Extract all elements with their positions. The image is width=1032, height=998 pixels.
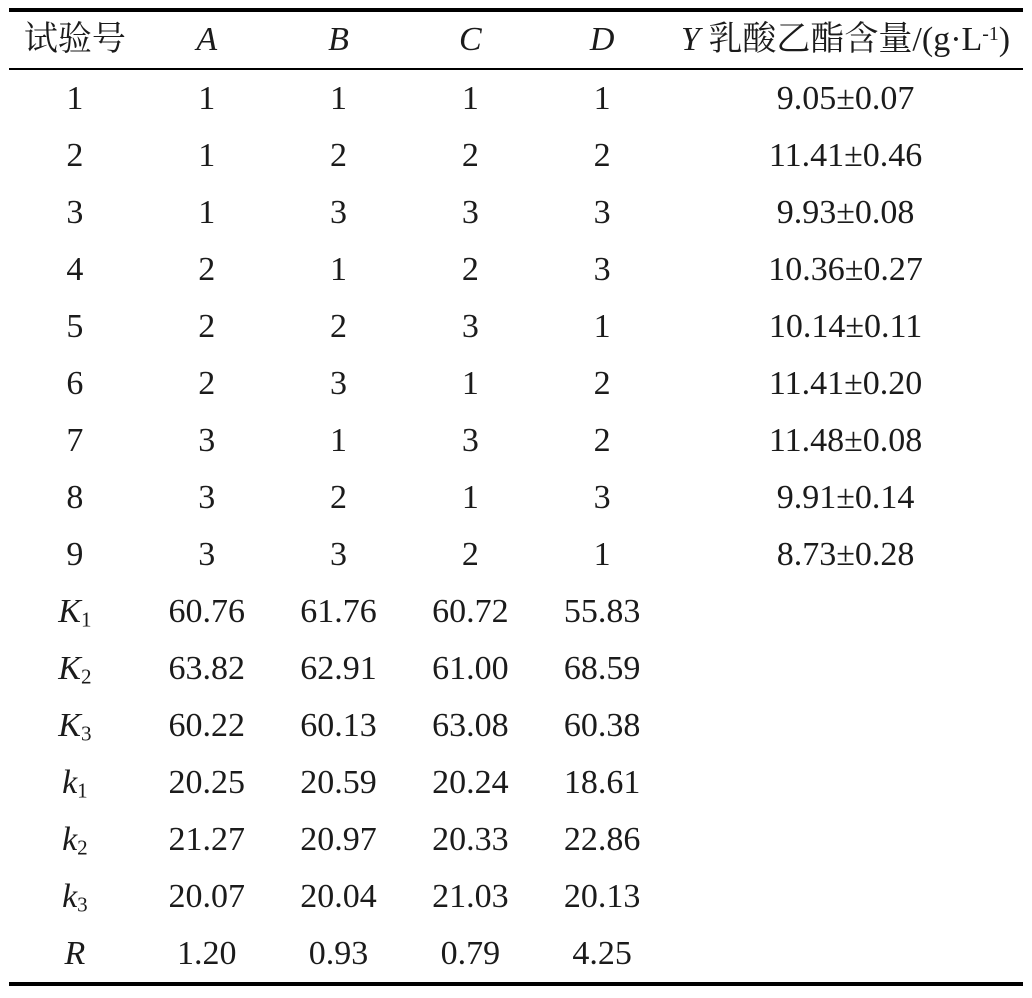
level-cell: 1 [330, 421, 348, 459]
stat-value-cell: 20.04 [300, 877, 377, 915]
level-cell: 2 [593, 364, 611, 402]
stat-value-cell: 1.20 [176, 934, 237, 972]
stat-value-cell: 60.38 [563, 706, 641, 744]
stat-value-cell: 20.59 [300, 763, 377, 801]
level-cell: 1 [198, 193, 216, 231]
result-value-cell: 10.36±0.27 [768, 250, 923, 288]
stat-value-cell: 20.07 [168, 877, 245, 915]
level-cell: 2 [330, 478, 348, 516]
level-cell: 3 [330, 364, 348, 402]
col-header-factor-d: D [536, 10, 668, 69]
stat-value-cell: 61.00 [432, 649, 509, 687]
level-cell: 2 [593, 136, 611, 174]
level-cell: 1 [198, 136, 216, 174]
result-unit-close: ) [998, 21, 1011, 58]
empty-result-cell [668, 697, 1023, 754]
col-header-run-no: 试验号 [9, 10, 141, 69]
stat-row [9, 925, 1023, 984]
stat-value-cell: 22.86 [563, 820, 641, 858]
stat-symbol: k [62, 820, 78, 858]
result-value-cell: 11.41±0.20 [768, 364, 923, 402]
stat-label-cell [9, 640, 141, 697]
stat-value-cell: 4.25 [572, 934, 632, 972]
level-cell: 1 [593, 79, 611, 117]
level-cell: 2 [461, 136, 479, 174]
run-number-cell: 7 [66, 421, 84, 459]
stat-symbol: k [62, 763, 78, 801]
stat-label-cell [9, 925, 141, 984]
level-cell: 3 [461, 421, 479, 459]
stat-value-cell: 20.25 [168, 763, 245, 801]
stat-symbol: R [64, 934, 86, 972]
run-row [9, 241, 1023, 298]
run-row [9, 526, 1023, 583]
stat-value-cell: 63.82 [168, 649, 245, 687]
stat-row [9, 811, 1023, 868]
level-cell: 3 [198, 535, 216, 573]
stat-value-cell: 61.76 [300, 592, 377, 630]
level-cell: 3 [461, 307, 479, 345]
stat-row [9, 754, 1023, 811]
run-row [9, 184, 1023, 241]
level-cell: 1 [461, 79, 479, 117]
result-unit-exponent: -1 [982, 23, 999, 46]
run-row [9, 469, 1023, 526]
stat-value-cell: 0.93 [308, 934, 369, 972]
level-cell: 1 [461, 478, 479, 516]
level-cell: 1 [461, 364, 479, 402]
result-value-cell: 9.93±0.08 [776, 193, 915, 231]
run-number-cell: 6 [66, 364, 84, 402]
result-value-cell: 10.14±0.11 [768, 307, 923, 345]
run-row [9, 298, 1023, 355]
empty-result-cell [668, 583, 1023, 640]
stat-row [9, 583, 1023, 640]
empty-result-cell [668, 754, 1023, 811]
level-cell: 2 [198, 364, 216, 402]
result-symbol: Y [681, 21, 700, 58]
level-cell: 1 [593, 535, 611, 573]
run-row [9, 127, 1023, 184]
stat-subscript: 1 [80, 607, 92, 632]
header-row [9, 10, 1023, 69]
stat-subscript: 2 [77, 835, 88, 860]
stat-value-cell: 60.22 [168, 706, 245, 744]
stat-symbol: K [58, 649, 81, 687]
level-cell: 3 [330, 535, 348, 573]
level-cell: 2 [593, 421, 611, 459]
col-header-result [668, 10, 1023, 69]
stat-value-cell: 20.13 [563, 877, 641, 915]
stat-label-cell [9, 868, 141, 925]
stat-value-cell: 21.27 [168, 820, 245, 858]
run-number-cell: 9 [66, 535, 84, 573]
stat-symbol: K [58, 706, 81, 744]
level-cell: 2 [461, 250, 479, 288]
run-number-cell: 3 [66, 193, 84, 231]
result-name: 乳酸乙酯含量/(g·L [699, 21, 983, 58]
level-cell: 3 [593, 478, 611, 516]
empty-result-cell [668, 640, 1023, 697]
stat-value-cell: 68.59 [563, 649, 641, 687]
level-cell: 1 [330, 79, 348, 117]
stat-label-cell [9, 754, 141, 811]
result-value-cell: 9.05±0.07 [776, 79, 915, 117]
level-cell: 3 [198, 478, 216, 516]
level-cell: 3 [593, 193, 611, 231]
stat-subscript: 3 [77, 892, 88, 917]
stat-row [9, 640, 1023, 697]
stat-value-cell: 63.08 [432, 706, 509, 744]
run-number-cell: 4 [66, 250, 84, 288]
level-cell: 3 [593, 250, 611, 288]
run-number-cell: 1 [66, 79, 84, 117]
stat-symbol: K [58, 592, 81, 630]
stat-value-cell: 20.24 [432, 763, 509, 801]
empty-result-cell [668, 868, 1023, 925]
col-header-factor-a: A [141, 10, 273, 69]
run-number-cell: 8 [66, 478, 84, 516]
stat-value-cell: 62.91 [300, 649, 377, 687]
result-value-cell: 11.41±0.46 [768, 136, 923, 174]
stat-value-cell: 60.72 [432, 592, 509, 630]
stat-value-cell: 60.76 [168, 592, 245, 630]
stat-subscript: 1 [77, 778, 88, 803]
level-cell: 2 [461, 535, 479, 573]
stat-label-cell [9, 583, 141, 640]
run-number-cell: 5 [66, 307, 84, 345]
run-number-cell: 2 [66, 136, 84, 174]
stat-value-cell: 20.33 [432, 820, 509, 858]
stat-value-cell: 20.97 [300, 820, 377, 858]
table-body [9, 69, 1023, 984]
stat-row [9, 697, 1023, 754]
level-cell: 1 [593, 307, 611, 345]
result-value-cell: 11.48±0.08 [768, 421, 923, 459]
result-value-cell: 8.73±0.28 [776, 535, 915, 573]
col-header-factor-c: C [404, 10, 536, 69]
result-value-cell: 9.91±0.14 [776, 478, 915, 516]
stat-value-cell: 55.83 [563, 592, 641, 630]
orthogonal-test-table [9, 8, 1023, 986]
empty-result-cell [668, 811, 1023, 868]
stat-value-cell: 18.61 [563, 763, 641, 801]
level-cell: 2 [198, 307, 216, 345]
level-cell: 1 [198, 79, 216, 117]
stat-value-cell: 0.79 [440, 934, 501, 972]
level-cell: 2 [330, 307, 348, 345]
level-cell: 3 [461, 193, 479, 231]
stat-subscript: 2 [80, 664, 92, 689]
empty-result-cell [668, 925, 1023, 984]
col-header-factor-b: B [273, 10, 405, 69]
stat-label-cell [9, 697, 141, 754]
level-cell: 2 [330, 136, 348, 174]
run-row [9, 69, 1023, 127]
run-row [9, 355, 1023, 412]
level-cell: 2 [198, 250, 216, 288]
level-cell: 3 [330, 193, 348, 231]
stat-value-cell: 21.03 [432, 877, 509, 915]
stat-label-cell [9, 811, 141, 868]
run-row [9, 412, 1023, 469]
stat-row [9, 868, 1023, 925]
level-cell: 3 [198, 421, 216, 459]
stat-value-cell: 60.13 [300, 706, 377, 744]
level-cell: 1 [330, 250, 348, 288]
stat-symbol: k [62, 877, 78, 915]
stat-subscript: 3 [80, 721, 92, 746]
